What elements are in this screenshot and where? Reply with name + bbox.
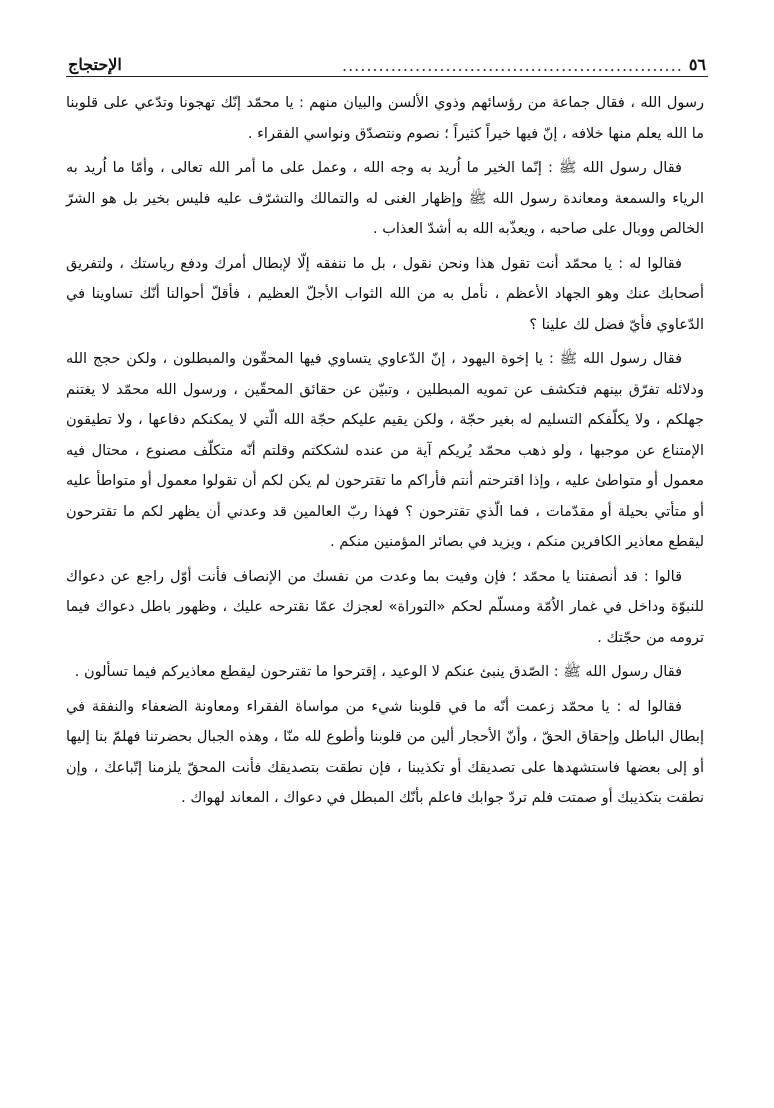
paragraph: فقال رسول الله ﷺ : الصّدق ينبئ عنكم لا الوعيد ، إقترحوا ما تقترحون ليقطع معاذيركم فيما تسألون . [74,664,682,680]
paragraph: فقال رسول الله ﷺ : يا إخوة اليهود ، إنّ الدّعاوي يتساوي فيها المحقّون والمبطلون ، ولكن حجج الله ودلائله تفرّق بينهم فتكشف عن تمويه المبطلين ، وتبيّن عن حقائق المحقّين ، ورسول الله محمّد لا يغتنم جهلكم ، ولا يكلّفكم التسليم له بغير حجّة ، ولكن يقيم عليكم حجّة الله الّتي لا يمكنكم دفاعها ، ولا تطيقون الإمتناع عن موجبها ، ولو ذهب محمّد يُريكم آية من عنده لشككتم وقلتم أنّه متكلّف مصنوع ، محتال فيه معمول أو متواطئ عليه ، وإذا اقترحتم أنتم فأراكم ما تقترحون لم يكن لكم أن تقولوا معمول أو متواطأ عليه أو متأتي بحيلة أو مقدّمات ، فما الّذي تقترحون ؟ فهذا ربّ العالمين قد وعدني أن يظهر لكم ما تقترحون ليقطع معاذير الكافرين منكم ، ويزيد في بصائر المؤمنين منكم . [66,351,704,550]
paragraph: فقالوا له : يا محمّد أنت تقول هذا ونحن نقول ، بل ما ننفقه إلّا لإبطال أمرك ودفع رياستك ، ولتفريق أصحابك عنك وهو الجهاد الأعظم ، نأمل به من الله الثواب الأجلّ العظيم ، فأقلّ أحوالنا أنّك تساوينا في الدّعاوي فأيّ فضل لك علينا ؟ [66,255,704,333]
paragraph: رسول الله ، فقال جماعة من رؤسائهم وذوي الألسن والبيان منهم : يا محمّد إنّك تهجونا وتدّعي على قلوبنا ما الله يعلم منها خلافه ، إنّ فيها خيراً كثيراً ؛ نصوم ونتصدّق ونواسي الفقراء . [66,95,704,142]
body-text [66,88,704,814]
header-leader-dots: ........................................................ [342,58,683,74]
running-title: الإحتجاج [68,55,122,74]
paragraph: فقالوا له : يا محمّد زعمت أنّه ما في قلوبنا شيء من مواساة الفقراء ومعاونة الضعفاء والنفقة في إبطال الباطل وإحقاق الحقّ ، وأنّ الأحجار ألين من قلوبنا وأطوع لله منّا ، وهذه الجبال بحضرتنا فهلمّ بنا إليها أو إلى بعضها فاستشهدها على تصديقك أو تكذيبنا ، فإن نطقت بتصديقك فأنت المحقّ يلزمنا إتّباعك ، وإن نطقت بتكذيبك أو صمتت فلم تردّ جوابك فاعلم بأنّك المبطل في دعواك ، المعاند لهواك . [66,698,704,806]
running-header [68,44,706,74]
page-number: ٥٦ [688,55,706,74]
paragraph: قالوا : قد أنصفتنا يا محمّد ؛ فإن وفيت بما وعدت من نفسك من الإنصاف فأنت أوّل راجع عن دعواك للنبوّة وداخل في غمار الاُمّة ومسلّم لحكم «التوراة» لعجزك عمّا نقترحه عليك ، وظهور باطل دعواك فيما ترومه من حجّتك . [66,568,704,646]
header-divider [66,76,708,77]
paragraph: فقال رسول الله ﷺ : إنّما الخير ما اُريد به وجه الله ، وعمل على ما أمر الله تعالى ، وأمّا ما اُريد به الرياء والسمعة ومعاندة رسول الله ﷺ وإظهار الغنى له والتمالك والتشرّف عليه فليس بخير بل هو الشرّ الخالص ووبال على صاحبه ، ويعذّبه الله به أشدّ العذاب . [66,160,704,237]
